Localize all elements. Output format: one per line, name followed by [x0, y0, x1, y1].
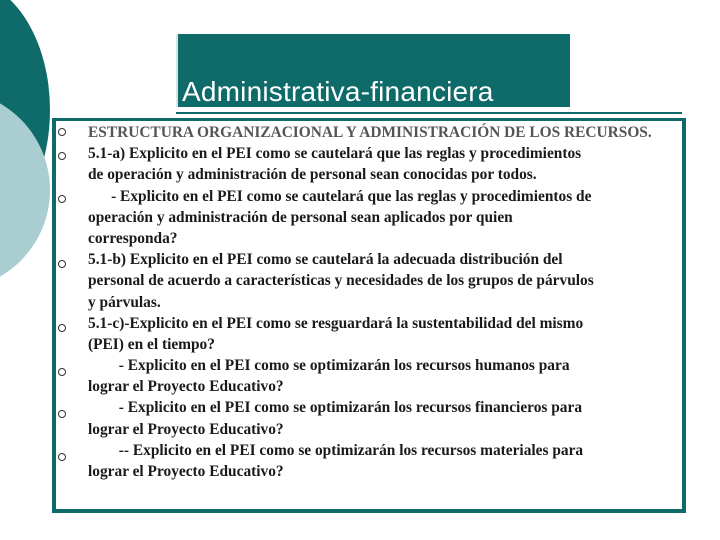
body-line: operación y administración de personal sean aplicados por quien	[88, 208, 513, 226]
bullet-icon	[58, 410, 66, 418]
body-line: de operación y administración de personal sean conocidas por todos.	[88, 166, 537, 184]
body-line: lograr el Proyecto Educativo?	[88, 463, 284, 480]
bullet-icon	[58, 260, 66, 268]
bullet-icon	[58, 128, 66, 136]
body-line: lograr el Proyecto Educativo?	[88, 420, 284, 438]
body-line: -- Explicito en el PEI como se optimizarán los recursos materiales para	[88, 441, 584, 459]
bullet-icon	[58, 368, 66, 376]
body-line: - Explicito en el PEI como se optimizarán los recursos financieros para	[88, 399, 583, 417]
bullet-icon	[58, 324, 66, 332]
body-line: corresponda?	[88, 229, 178, 247]
body-line: (PEI) en el tiempo?	[88, 335, 215, 353]
title-underline	[176, 112, 682, 114]
body-line: 5.1-b) Explicito en el PEI como se cautelará la adecuada distribución del	[88, 251, 563, 269]
bullet-icon	[58, 453, 66, 461]
body-line: lograr el Proyecto Educativo?	[88, 378, 284, 396]
bullet-icon	[58, 152, 66, 160]
body-line: - Explicito en el PEI como se optimizarán los recursos humanos para	[88, 357, 570, 375]
body-line: 5.1-a) Explicito en el PEI como se cautelará que las reglas y procedimientos	[88, 145, 582, 163]
section-heading: ESTRUCTURA ORGANIZACIONAL Y ADMINISTRACIÓN DE LOS RECURSOS.	[88, 124, 652, 141]
body-line: 5.1-c)-Explicito en el PEI como se resguardará la sustentabilidad del mismo	[88, 314, 584, 332]
bullet-icon	[58, 195, 66, 203]
body-line: - Explicito en el PEI como se cautelará que las reglas y procedimientos de	[88, 187, 592, 205]
slide-body	[88, 122, 682, 482]
body-line: y párvulas.	[88, 293, 161, 311]
body-line: personal de acuerdo a características y necesidades de los grupos de párvulos	[88, 272, 594, 290]
slide-title: Administrativa-financiera	[182, 76, 494, 107]
